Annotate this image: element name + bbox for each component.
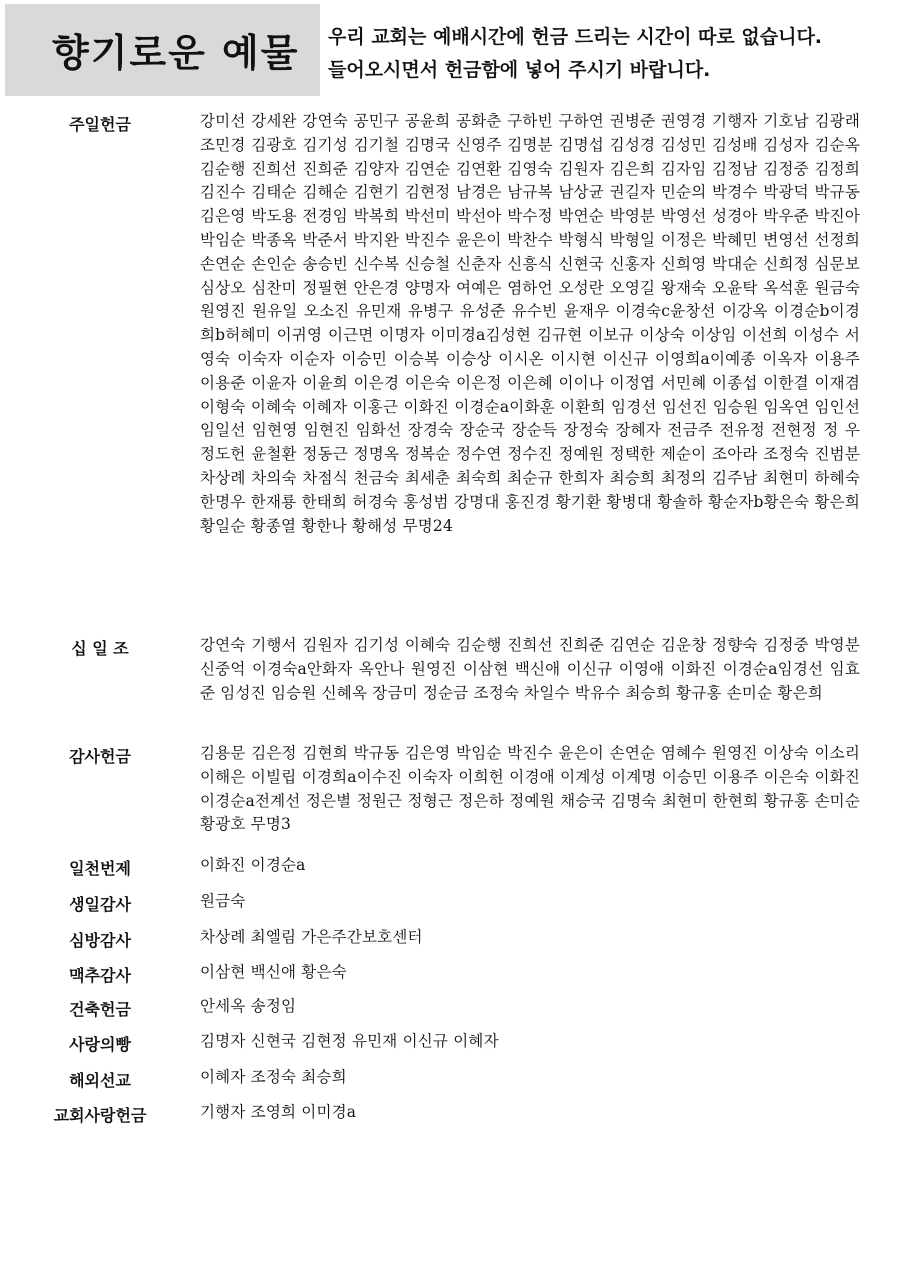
donor-names: 이혜자 조정숙 최승희 (200, 1068, 347, 1086)
donor-names: 이삼현 백신애 황은숙 (200, 963, 347, 981)
section-label: 십 일 조 (71, 639, 129, 658)
notice-line-2: 들어오시면서 헌금함에 넣어 주시기 바랍니다. (328, 59, 711, 81)
section-label: 건축헌금 (69, 1000, 131, 1019)
donor-names: 김명자 신현국 김현정 유민재 이신규 이혜자 (200, 1032, 499, 1050)
donor-names: 기행자 조영희 이미경a (200, 1103, 357, 1121)
section-label: 일천번제 (69, 859, 131, 878)
section-label: 교회사랑헌금 (53, 1106, 147, 1125)
donor-names: 원금숙 (200, 892, 246, 910)
page-title: 향기로운 예물 (52, 31, 300, 75)
section-label: 맥추감사 (69, 966, 131, 985)
section-label: 생일감사 (69, 895, 131, 914)
section-label: 해외선교 (69, 1071, 131, 1090)
donor-names: 차상례 최엘림 가은주간보호센터 (200, 928, 423, 946)
section-label: 주일헌금 (69, 115, 131, 134)
section-label: 감사헌금 (69, 747, 131, 766)
donor-names: 이화진 이경순a (200, 856, 306, 874)
donor-names: 강연숙 기행서 김원자 김기성 이혜숙 김순행 진희선 진희준 김연순 김운창 정향숙 김정중 박영분 신중억 이경숙a안화자 옥안나 원영진 이삼현 백신애 이신규 이영애 이화진 이경순a임경선 임효준 임성진 임승원 신혜옥 장금미 정순금 조정숙 차일수 박유수 최승희 황규홍 손미순 황은희 (200, 636, 860, 702)
section-label: 심방감사 (69, 931, 131, 950)
donor-names: 강미선 강세완 강연숙 공민구 공윤희 공화춘 구하빈 구하연 권병준 권영경 기행자 기호남 김광래 조민경 김광호 김기성 김기철 김명국 신영주 김명분 김명섭 김성경 김성민 김성배 김성자 김순옥 김순행 진희선 진희준 김양자 김연순 김연환 김영숙 김원자 김은희 김자임 김정남 김정중 김정희 김진수 김태순 김해순 김현기 김현정 남경은 남규복 남상균 권길자 민순의 박경수 박광덕 박규동 김은영 박도용 전경임 박복희 박선미 박선아 박수정 박연순 박영분 박영선 성경아 박우준 박진아 박임순 박종옥 박준서 박지완 박진수 윤은이 박찬수 박형식 박형일 이정은 박혜민 변영선 선정희 손연순 손인순 송승빈 신수복 신승철 신춘자 신흥식 신현국 신홍자 신희영 박대순 신희정 심문보 심상오 심찬미 정필현 안은경 양명자 여예은 염하언 오성란 오영길 왕재숙 오윤탁 옥석훈 원금숙 원영진 원유일 오소진 유민재 유병구 유성준 유수빈 윤재우 이경숙c윤창선 이강옥 이경순b이경희b허혜미 이귀영 이근면 이명자 이미경a김성현 김규현 이보규 이상숙 이상임 이선희 이성수 서영숙 이숙자 이순자 이승민 이승복 이승상 이시온 이시현 이신규 이영희a이예종 이옥자 이용주 이용준 이윤자 이윤희 이은경 이은숙 이은정 이은혜 이이나 이정엽 서민혜 이종섭 이한결 이재겸 이형숙 이혜숙 이혜자 이홍근 이화진 이경순a이화훈 이환희 임경선 임선진 임승원 임옥연 임인선 임일선 임현영 임현진 임화선 장경숙 장순국 장순득 장정숙 장혜자 전금주 전유정 전현정 정 우 정도헌 윤철환 정동근 정명옥 정복순 정수연 정수진 정예원 정택한 제순이 조아라 조정숙 진범분 차상례 차의숙 차점식 천금숙 최세춘 최숙희 최순규 한희자 최승희 최정의 김주남 최현미 하혜숙 한명우 한재룡 한태희 허경숙 홍성범 강명대 홍진경 황기환 황병대 황솔하 황순자b황은숙 황은희 황일순 황종열 황한나 황해성 무명24 (200, 112, 860, 535)
notice-line-1: 우리 교회는 예배시간에 헌금 드리는 시간이 따로 없습니다. (328, 26, 823, 48)
donor-names: 안세옥 송정임 (200, 997, 297, 1015)
section-label: 사랑의빵 (69, 1035, 131, 1054)
donor-names: 김용문 김은정 김현희 박규동 김은영 박임순 박진수 윤은이 손연순 염혜수 원영진 이상숙 이소리 이해은 이빌립 이경희a이수진 이숙자 이희헌 이경애 이계성 이계명 이승민 이용주 이은숙 이화진 이경순a전계선 정은별 정원근 정형근 정은하 정예원 채승국 김명숙 최현미 한현희 황규홍 손미순 황광호 무명3 (200, 744, 860, 834)
notice (328, 21, 888, 87)
